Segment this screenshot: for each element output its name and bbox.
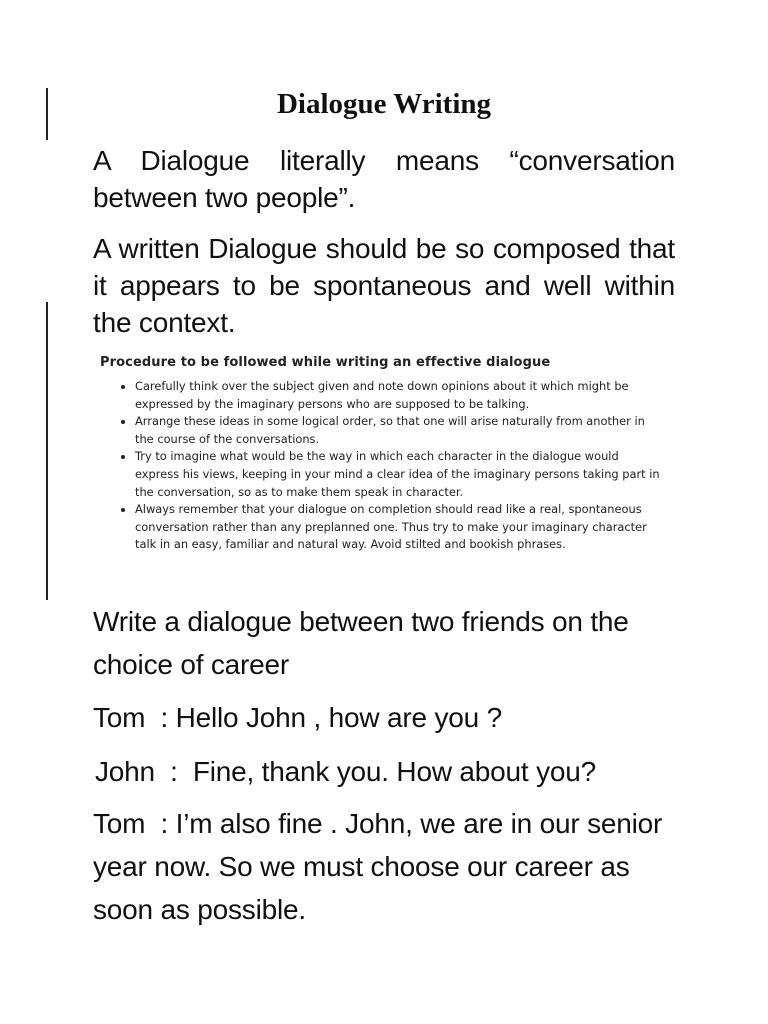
procedure-image: [100, 355, 660, 554]
definition-paragraph: A Dialogue literally means “conversation between two people”.: [93, 145, 675, 213]
procedure-list: [100, 378, 660, 554]
speaker-label: John :: [95, 756, 193, 787]
list-item: • Arrange these ideas in some logical order, so that one will arise naturally from another in the course of the conversations.: [135, 413, 660, 448]
speaker-label: Tom :: [93, 702, 176, 733]
list-item: • Always remember that your dialogue on completion should read like a real, spontaneous conversation rather than any preplanned one. Thus try to make your imaginary character talk in an easy, familiar and natural way. Avoid stilted and bookish phrases.: [135, 501, 660, 554]
dialogue-line: [95, 750, 695, 793]
list-item: • Carefully think over the subject given and note down opinions about it which might be expressed by the imaginary persons who are supposed to be talking.: [135, 378, 660, 413]
dialogue-text: Fine, thank you. How about you?: [192, 756, 596, 787]
list-item: • Try to imagine what would be the way in which each character in the dialogue would express his views, keeping in your mind a clear idea of the imaginary persons taking part in the conversation, so as to make them speak in character.: [135, 448, 660, 501]
dialogue-text: I’m also fine . John, we are in our senior year now. So we must choose our career as soon as possible.: [93, 808, 663, 925]
speaker-label: Tom :: [93, 808, 176, 839]
page-title: Dialogue Writing: [276, 88, 492, 120]
procedure-title: Procedure to be followed while writing an effective dialogue: [100, 355, 551, 370]
margin-change-bar: [46, 302, 48, 600]
composition-paragraph: A written Dialogue should be so composed that it appears to be spontaneous and well within the context.: [93, 233, 675, 338]
dialogue-line: [93, 802, 683, 931]
dialogue-text: Hello John , how are you ?: [175, 702, 502, 733]
task-prompt: Write a dialogue between two friends on the choice of career: [93, 606, 629, 680]
dialogue-line: [93, 696, 693, 739]
